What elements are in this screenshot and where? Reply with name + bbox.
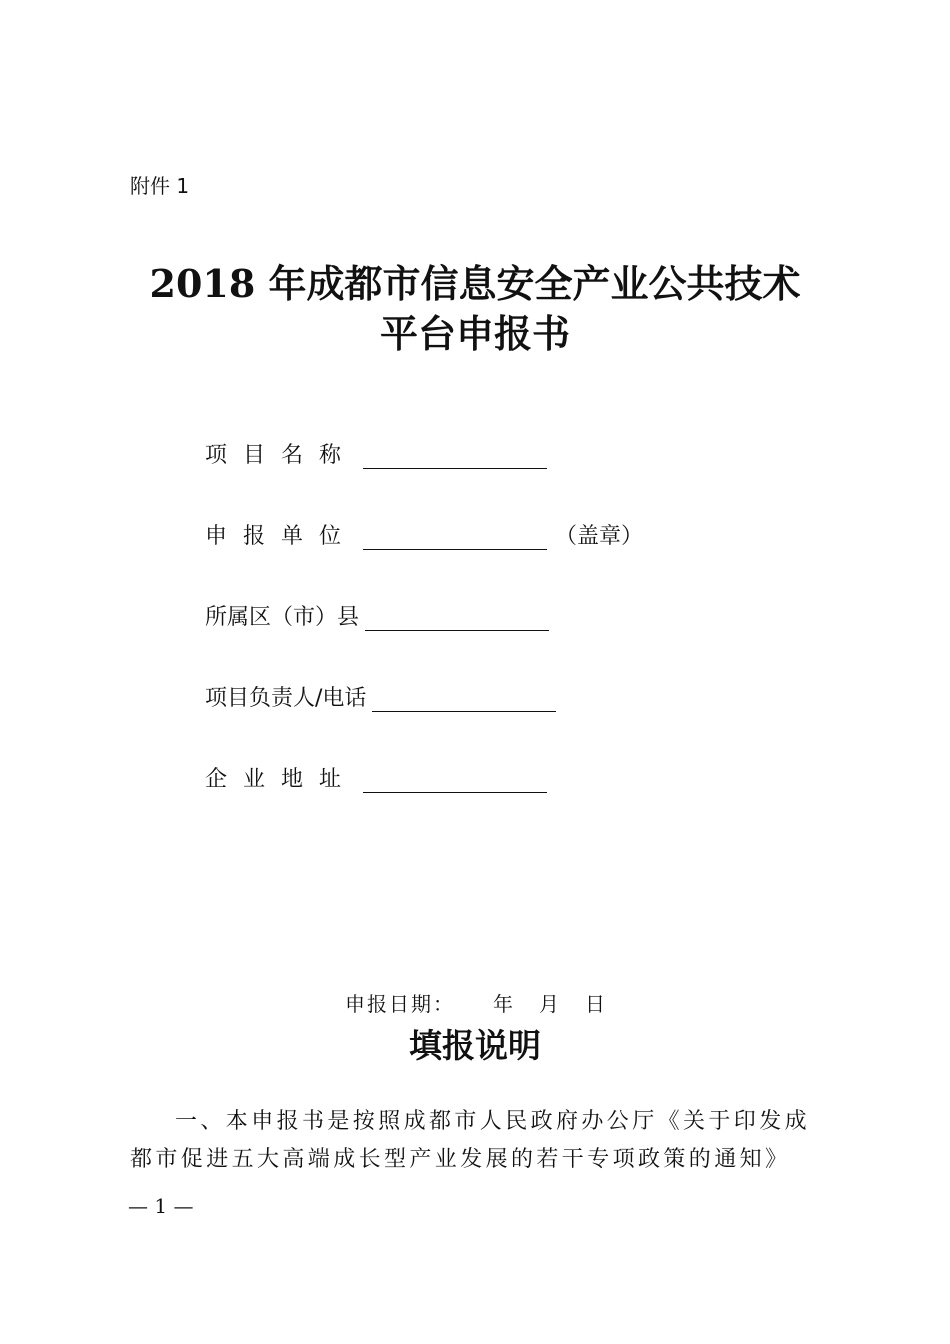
field-label: 申报单位 — [205, 524, 358, 549]
blank-line — [363, 442, 547, 469]
field-label: 项目名称 — [205, 443, 358, 468]
field-suffix: （盖章） — [555, 524, 644, 549]
blank-line — [365, 604, 549, 631]
date-month: 月 — [539, 992, 561, 1016]
instructions-paragraph-line-1: 一、本申报书是按照成都市人民政府办公厅《关于印发成 — [175, 1109, 811, 1134]
page-number: — 1 — — [128, 1194, 194, 1218]
blank-line — [372, 685, 556, 712]
instructions-heading: 填报说明 — [409, 1026, 541, 1065]
field-applicant-unit — [205, 519, 643, 550]
date-day: 日 — [585, 992, 607, 1016]
document-title-line-2: 平台申报书 — [379, 311, 570, 356]
instructions-paragraph-line-2: 都市促进五大高端成长型产业发展的若干专项政策的通知》 — [130, 1147, 791, 1172]
field-project-leader-phone — [205, 681, 556, 712]
field-project-name — [205, 438, 547, 469]
field-district — [205, 600, 549, 631]
field-company-address — [205, 762, 547, 793]
field-label: 项目负责人/电话 — [205, 686, 367, 711]
date-year: 年 — [493, 992, 515, 1016]
field-label: 所属区（市）县 — [205, 605, 360, 630]
field-label: 企业地址 — [205, 767, 358, 792]
document-title-line-1: 2018 年成都市信息安全产业公共技术 — [149, 261, 801, 306]
date-label: 申报日期： — [345, 992, 455, 1016]
blank-line — [363, 523, 547, 550]
application-date — [345, 988, 607, 1017]
attachment-label: 附件 1 — [130, 174, 190, 198]
blank-line — [363, 766, 547, 793]
